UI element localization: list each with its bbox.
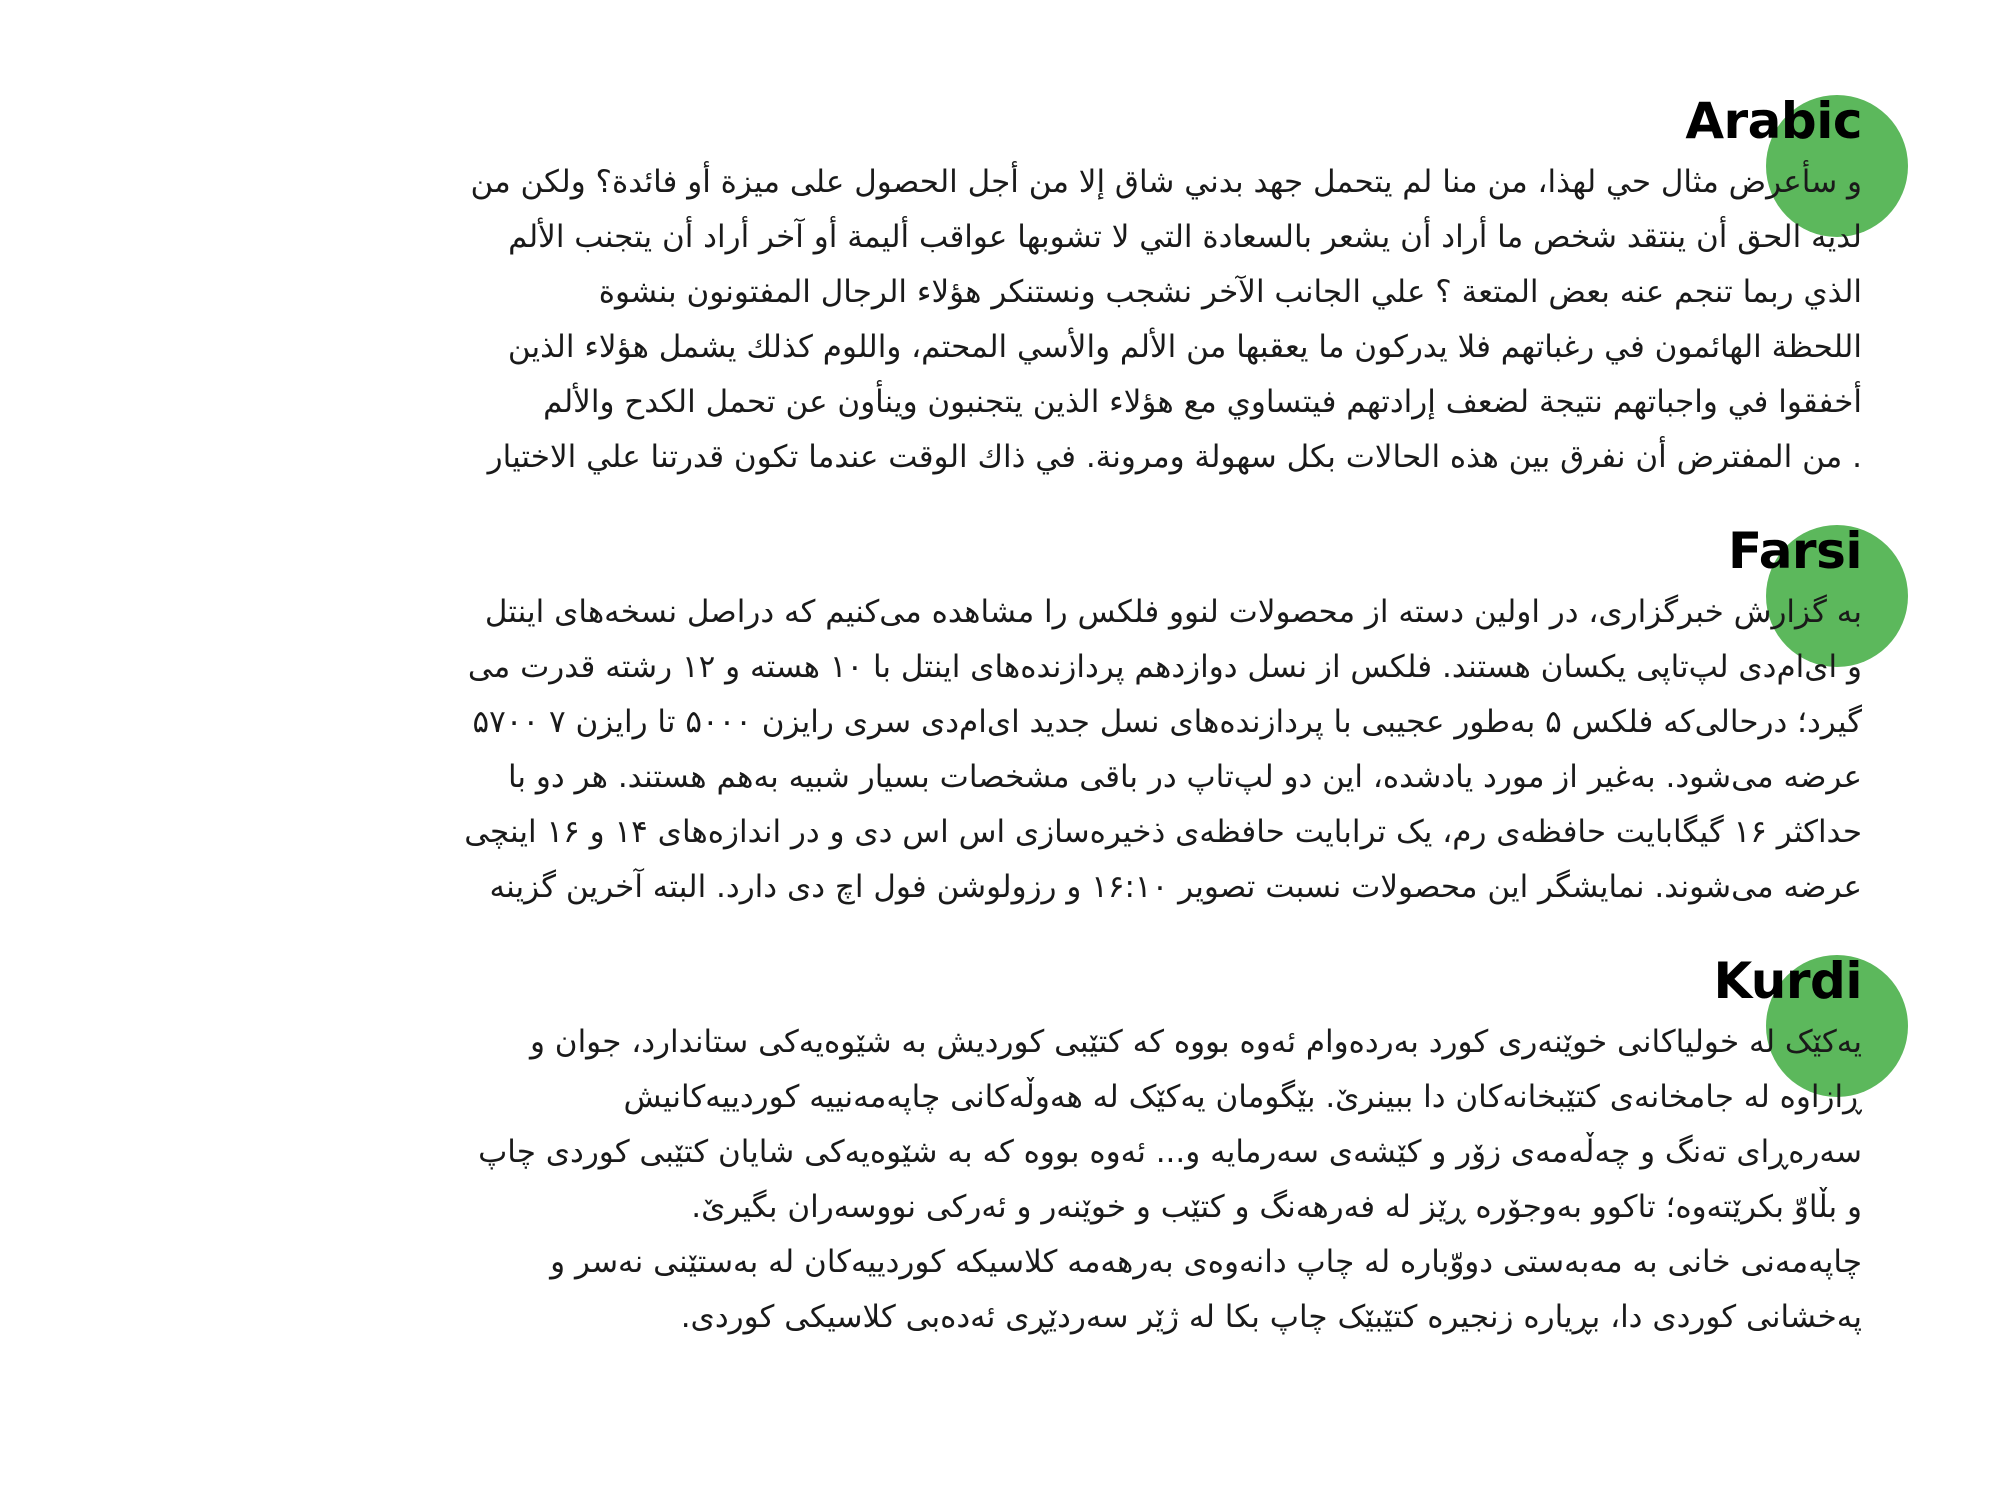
text-line: ّسەرەڕای تەنگ و چەڵەمەی زۆر و کێشەی سەرمایە و... ئەوە بووە کە بە شێوەیەکی شایان کتێبی کوردی چاپ [478,1134,1862,1170]
text-line: عرضه می‌شوند. نمایشگر این محصولات نسبت تصویر ۱۶:۱۰ و رزولوشن فول اچ دی دارد. البته آخرین گزینه [489,869,1862,905]
text-line: به گزارش خبرگزاری، در اولین دسته از محصولات لنوو فلکس را مشاهده می‌کنیم که دراصل نسخه‌های اینتل [484,594,1862,630]
text-line: پەخشانی کوردی دا، بڕیارە زنجیرە کتێبێک چاپ بکا لە ژێر سەردێڕی ئەدەبی کلاسیکی کوردی. [680,1299,1862,1335]
text-line: . من المفترض أن نفرق بين هذه الحالات بكل سهولة ومرونة. في ذاك الوقت عندما تكون قدرتنا علي الاختيار [487,439,1862,475]
section-heading: Farsi [1727,522,1862,580]
section-heading: Kurdi [1713,952,1862,1010]
text-line: عرضه می‌شود. به‌غیر از مورد یادشده، این دو لپ‌تاپ در باقی مشخصات بسیار شبیه به‌هم هستند. هر دو با [507,759,1862,795]
section-heading: Arabic [1685,92,1862,150]
text-line: اللحظة الهائمون في رغباتهم فلا يدركون ما يعقبها من الألم والأسي المحتم، واللوم كذلك يشمل هؤلاء الذين [507,329,1862,365]
text-line: چاپەمەنی خانی بە مەبەستی دووّبارە لە چاپ دانەوەی بەرهەمە کلاسیکە کوردییەکان لە بەستێنی نەسر و [550,1244,1862,1280]
text-line: أخفقوا في واجباتهم نتيجة لضعف إرادتهم فيتساوي مع هؤلاء الذين يتجنبون وينأون عن تحمل الكدح والألم [543,384,1862,420]
text-line: و ای‌ام‌دی لپ‌تاپی یکسان هستند. فلکس از نسل دوازدهم پردازنده‌های اینتل با ۱۰ هسته و ۱۲ رشته قدرت می [467,649,1862,685]
arabic-paragraph [132,155,1862,485]
text-line: گیرد؛ درحالی‌که فلکس ۵ به‌طور عجیبی با پردازنده‌های نسل جدید ای‌ام‌دی سری رایزن ۵۰۰۰ تا رایزن ۷ ۵۷۰۰ [472,704,1862,740]
kurdi-paragraph [132,1015,1862,1345]
text-line: و بڵاوّ بکرێتەوە؛ تاکوو بەوجۆرە ڕێز لە فەرهەنگ و کتێب و خوێنەر و ئەرکی نووسەران بگیرێ. [691,1189,1862,1225]
text-line: حداکثر ۱۶ گیگابایت حافظه‌ی رم، یک ترابایت حافظه‌ی ذخیره‌سازی اس اس دی و در اندازه‌های ۱۴ و ۱۶ اینچی [464,814,1862,850]
text-line: الذي ربما تنجم عنه بعض المتعة ؟ علي الجانب الآخر نشجب ونستنكر هؤلاء الرجال المفتونون بنشوة [598,274,1862,310]
text-line: ڕازاوە لە جامخانەی کتێبخانەکان دا ببینرێ. بێگومان یەکێک لە هەوڵەکانی چاپەمەنییە کوردییەکانیش [623,1079,1862,1115]
text-line: و سأعرض مثال حي لهذا، من منا لم يتحمل جهد بدني شاق إلا من أجل الحصول على ميزة أو فائدة؟ ولكن من [470,164,1862,200]
text-line: لديه الحق أن ينتقد شخص ما أراد أن يشعر بالسعادة التي لا تشوبها عواقب أليمة أو آخر أراد أن يتجنب الألم [508,219,1862,255]
text-line: یەکێک لە خولیاکانی خوێنەری کورد بەردەوام ئەوە بووە کە کتێبی کوردیش بە شێوەیەکی ستاندارد، جوان و [529,1024,1862,1060]
farsi-paragraph [132,585,1862,915]
